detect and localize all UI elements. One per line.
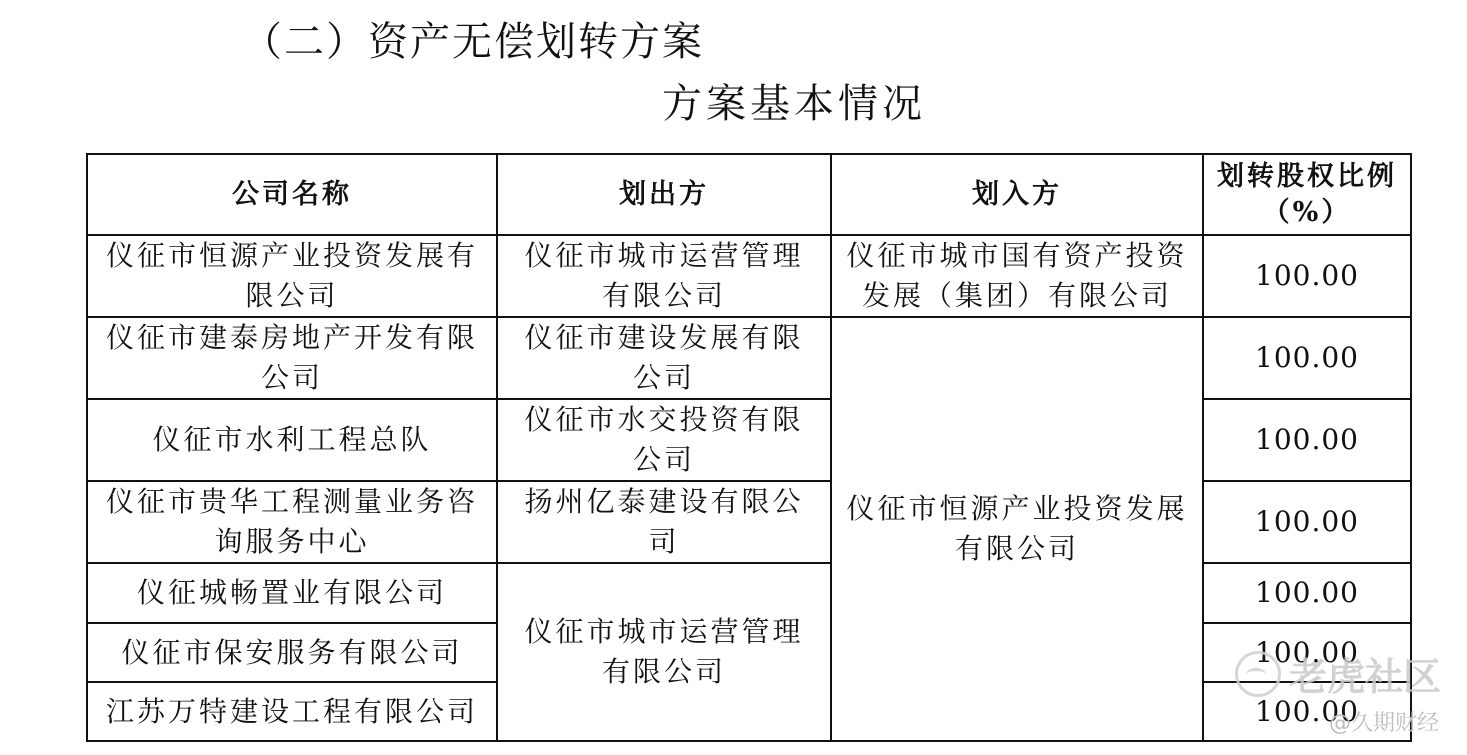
tiger-logo-icon	[1235, 651, 1281, 697]
company-cell: 仪征城畅置业有限公司	[87, 563, 497, 623]
ratio-cell: 100.00	[1203, 481, 1411, 563]
company-cell: 仪征市贵华工程测量业务咨询服务中心	[87, 481, 497, 563]
transferee-merged-cell: 仪征市恒源产业投资发展有限公司	[831, 317, 1203, 741]
ratio-cell: 100.00	[1203, 235, 1411, 317]
transferee-cell: 仪征市城市国有资产投资发展（集团）有限公司	[831, 235, 1203, 317]
section-title: （二）资产无偿划转方案	[242, 19, 704, 65]
ratio-cell: 100.00	[1203, 399, 1411, 481]
header-transferor: 划出方	[497, 154, 831, 235]
ratio-cell: 100.00	[1203, 682, 1411, 741]
company-cell: 江苏万特建设工程有限公司	[87, 682, 497, 741]
transferor-cell: 扬州亿泰建设有限公司	[497, 481, 831, 563]
header-row	[87, 154, 1411, 235]
company-cell: 仪征市建泰房地产开发有限公司	[87, 317, 497, 399]
table-row	[87, 563, 1411, 623]
transfer-plan-table	[86, 153, 1412, 742]
table-row	[87, 235, 1411, 317]
header-ratio: 划转股权比例（%）	[1203, 154, 1411, 235]
watermark-source: @久期财经	[1328, 711, 1439, 736]
company-cell: 仪征市恒源产业投资发展有限公司	[87, 235, 497, 317]
company-cell: 仪征市保安服务有限公司	[87, 623, 497, 682]
header-company: 公司名称	[87, 154, 497, 235]
transferor-cell: 仪征市水交投资有限公司	[497, 399, 831, 481]
table-title: 方案基本情况	[662, 81, 926, 127]
ratio-cell: 100.00	[1203, 623, 1411, 682]
header-transferee: 划入方	[831, 154, 1203, 235]
watermark-brand: 老虎社区	[1288, 655, 1441, 699]
transferor-cell: 仪征市城市运营管理有限公司	[497, 235, 831, 317]
ratio-cell: 100.00	[1203, 317, 1411, 399]
table-row	[87, 399, 1411, 481]
transferor-cell: 仪征市建设发展有限公司	[497, 317, 831, 399]
table-row	[87, 317, 1411, 399]
watermark	[1235, 646, 1441, 701]
company-cell: 仪征市水利工程总队	[87, 399, 497, 481]
transferor-merged-cell: 仪征市城市运营管理有限公司	[497, 563, 831, 741]
ratio-cell: 100.00	[1203, 563, 1411, 623]
table-row	[87, 481, 1411, 563]
